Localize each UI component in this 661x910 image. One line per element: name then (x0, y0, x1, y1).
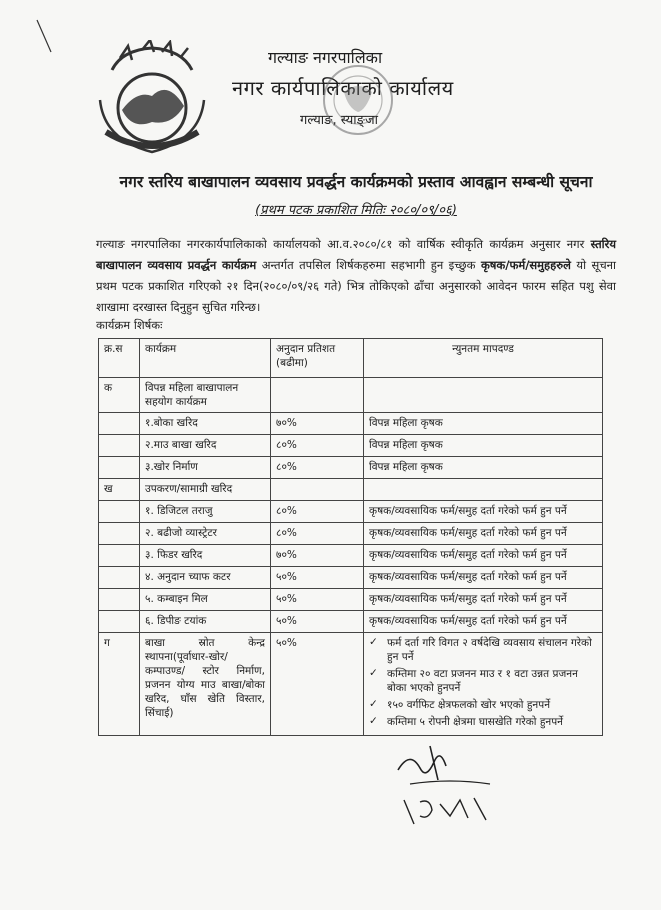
table-cell-criteria: कृषक/व्यवसायिक फर्म/समुह दर्ता गरेको फर्म हुन पर्ने (364, 545, 603, 567)
table-cell-grant: ५०% (271, 567, 364, 589)
table-row (99, 589, 603, 611)
column-header: क्र.स (99, 339, 140, 378)
table-cell-sn: ग (99, 633, 140, 736)
table-cell-criteria (364, 479, 603, 501)
table-cell-grant: ८०% (271, 457, 364, 479)
table-row (99, 633, 603, 736)
table-row (99, 523, 603, 545)
table-cell-grant (271, 378, 364, 413)
table-cell-grant (271, 479, 364, 501)
table-cell-program: १.बोका खरिद (140, 413, 271, 435)
table-cell-grant: ८०% (271, 435, 364, 457)
table-cell-grant: ५०% (271, 611, 364, 633)
table-cell-grant: ७०% (271, 545, 364, 567)
table-row (99, 545, 603, 567)
criteria-text: कम्तिमा ५ रोपनी क्षेत्रमा घासखेति गरेको हुनपर्ने (387, 716, 564, 728)
table-cell-criteria: कृषक/व्यवसायिक फर्म/समुह दर्ता गरेको फर्म हुन पर्ने (364, 589, 603, 611)
body-text-part: गल्याङ नगरपालिका नगरकार्यपालिकाको कार्यालयको आ.व.२०८०/८१ को वार्षिक स्वीकृति कार्यक्रम अनुसार नगर (96, 237, 591, 251)
body-text-part: यो सूचना प्रथम पटक प्रकाशित गरिएको २१ दिन(२०८०/०९/२६ गते) भित्र तोकिएको ढाँचा अनुसारको आवेदन फारम सहित पशु सेवा शाखामा दरखास्त दिनुहुन सुचित गरिन्छ। (96, 258, 616, 314)
table-cell-sn: ख (99, 479, 140, 501)
government-emblem-icon (92, 40, 212, 158)
criteria-item (369, 698, 597, 712)
program-table (98, 338, 603, 736)
table-row (99, 457, 603, 479)
column-header: अनुदान प्रतिशत (बढीमा) (271, 339, 364, 378)
table-cell-sn (99, 567, 140, 589)
table-row (99, 611, 603, 633)
criteria-text: कम्तिमा २० वटा प्रजनन माउ र १ वटा उन्नत प्रजनन बोका भएको हुनपर्ने (387, 668, 578, 694)
table-header-row (99, 339, 603, 378)
column-header: कार्यक्रम (140, 339, 271, 378)
office-seal-icon (318, 62, 398, 138)
table-row (99, 378, 603, 413)
table-cell-program: विपन्न महिला बाखापालन सहयोग कार्यक्रम (140, 378, 271, 413)
table-cell-program: १. डिजिटल तराजु (140, 501, 271, 523)
criteria-text: १५० वर्गफिट क्षेत्रफलको खोर भएको हुनपर्ने (387, 699, 551, 711)
table-row (99, 501, 603, 523)
table-cell-program: उपकरण/सामाग्री खरिद (140, 479, 271, 501)
criteria-text: फर्म दर्ता गरि विगत २ वर्षदेखि व्यवसाय संचालन गरेको हुन पर्ने (387, 637, 592, 663)
municipality-name: गल्याङ नगरपालिका (268, 48, 383, 67)
table-cell-criteria: विपन्न महिला कृषक (364, 435, 603, 457)
table-cell-program: ४. अनुदान च्याफ कटर (140, 567, 271, 589)
table-cell-criteria: कृषक/व्यवसायिक फर्म/समुह दर्ता गरेको फर्म हुन पर्ने (364, 611, 603, 633)
body-text-part: अन्तर्गत तपसिल शिर्षकहरुमा सहभागी हुन इच्छुक (256, 258, 481, 272)
table-cell-program: ५. कम्बाइन मिल (140, 589, 271, 611)
table-cell-grant: ५०% (271, 633, 364, 736)
table-cell-sn (99, 501, 140, 523)
notice-publication-date: (प्रथम पटक प्रकाशित मितिः २०८०/०९/०६) (255, 203, 457, 218)
program-section-label: कार्यक्रम शिर्षकः (96, 318, 163, 332)
criteria-item (369, 715, 597, 729)
table-cell-program: २. बढीजो व्यास्ट्रेटर (140, 523, 271, 545)
office-name: नगर कार्यपालिकाको कार्यालय (232, 76, 454, 100)
table-cell-criteria (364, 633, 603, 736)
table-cell-criteria: विपन्न महिला कृषक (364, 413, 603, 435)
notice-title: नगर स्तरिय बाखापालन व्यवसाय प्रवर्द्धन कार्यक्रमको प्रस्ताव आवह्वान सम्बन्धी सूचना (119, 173, 593, 191)
table-cell-sn: क (99, 378, 140, 413)
table-cell-criteria: कृषक/व्यवसायिक फर्म/समुह दर्ता गरेको फर्म हुन पर्ने (364, 523, 603, 545)
table-body (99, 378, 603, 736)
table-cell-criteria: कृषक/व्यवसायिक फर्म/समुह दर्ता गरेको फर्म हुन पर्ने (364, 501, 603, 523)
table-row (99, 413, 603, 435)
table-cell-criteria: विपन्न महिला कृषक (364, 457, 603, 479)
office-location: गल्याङ, स्याङ्जा (300, 113, 378, 128)
column-header: न्युनतम मापदण्ड (364, 339, 603, 378)
checkmark-icon: ✓ (369, 667, 378, 679)
table-cell-sn (99, 457, 140, 479)
table-cell-program: बाखा स्रोत केन्द्र स्थापना(पूर्वाधार-खोर/कम्पाउण्ड/ स्टोर निर्माण, प्रजनन योग्य माउ बाखा/बोका खरिद, घाँस खेति विस्तार, सिंचाई) (140, 633, 271, 736)
table-cell-program: ६. डिपीङ टयांक (140, 611, 271, 633)
table-cell-program: २.माउ बाखा खरिद (140, 435, 271, 457)
table-cell-sn (99, 435, 140, 457)
table-row (99, 435, 603, 457)
table-cell-sn (99, 589, 140, 611)
table-cell-sn (99, 523, 140, 545)
table-cell-sn (99, 611, 140, 633)
body-text-bold: स्तरिय बाखापालन व्यवसाय प्रवर्द्धन कार्यक्रम (96, 237, 616, 272)
checkmark-icon: ✓ (369, 715, 378, 727)
criteria-item (369, 667, 597, 695)
table-cell-grant: ५०% (271, 589, 364, 611)
table-cell-sn (99, 413, 140, 435)
criteria-item (369, 636, 597, 664)
table-cell-program: ३. फिडर खरिद (140, 545, 271, 567)
table-cell-grant: ८०% (271, 501, 364, 523)
checkmark-icon: ✓ (369, 698, 378, 710)
scan-mark (35, 18, 55, 54)
handwritten-signature (390, 740, 500, 830)
table-row (99, 479, 603, 501)
table-cell-sn (99, 545, 140, 567)
table-cell-grant: ७०% (271, 413, 364, 435)
table-row (99, 567, 603, 589)
table-cell-criteria: कृषक/व्यवसायिक फर्म/समुह दर्ता गरेको फर्म हुन पर्ने (364, 567, 603, 589)
notice-body (96, 234, 616, 318)
checkmark-icon: ✓ (369, 636, 378, 648)
table-cell-criteria (364, 378, 603, 413)
table-cell-grant: ८०% (271, 523, 364, 545)
table-cell-program: ३.खोर निर्माण (140, 457, 271, 479)
body-text-bold: कृषक/फर्म/समुहहरुले (480, 258, 571, 272)
